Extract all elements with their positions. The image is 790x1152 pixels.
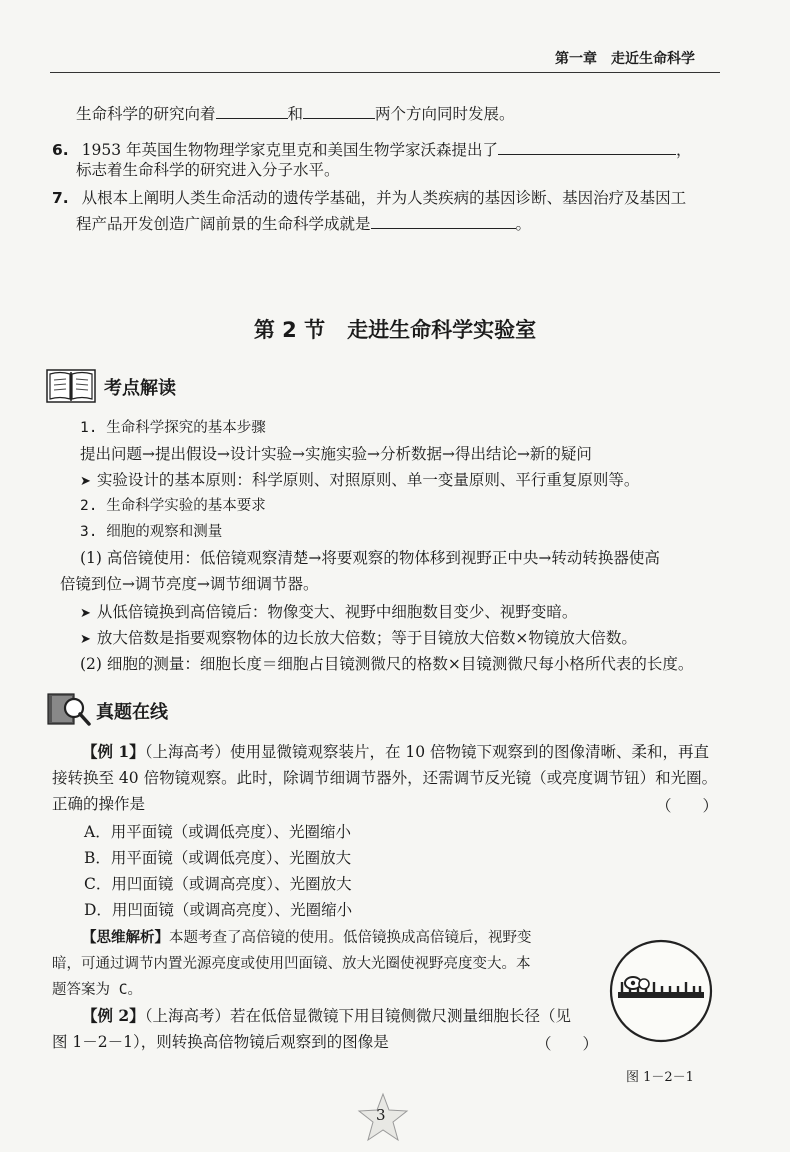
q7-line1 [52,188,686,208]
figure-caption: 图 1－2－1 [626,1070,694,1085]
example-1-text-1: （上海高考）使用显微镜观察装片，在 10 倍物镜下观察到的图像清晰、柔和，再直 [144,743,710,761]
q7-text-2: 程产品开发创造广阔前景的生命科学成就是 [76,215,371,233]
option-b: B．用平面镜（或调低亮度）、光圈放大 [84,849,352,867]
arrow-bullet-icon: ➤ [80,632,91,647]
option-c: C．用凹面镜（或调高亮度）、光圈放大 [84,875,352,893]
q6-text-1: 1953 年英国生物物理学家克里克和美国生物学家沃森提出了 [81,141,499,159]
example-2-label: 【例 2】 [82,1006,145,1025]
analysis-label: 【思维解析】 [82,930,169,946]
running-header: 第一章 走近生命科学 [555,51,695,67]
arrow-bullet-icon: ➤ [80,474,91,489]
kaodian-magnification-text: 放大倍数是指要观察物体的边长放大倍数；等于目镜放大倍数×物镜放大倍数。 [96,629,637,647]
q5-text: 生命科学的研究向着 [76,105,216,123]
section-number: 第 2 节 [253,318,326,342]
example-1-line3: 正确的操作是 [52,795,146,813]
open-book-icon [46,368,96,408]
kaodian-principles [80,470,639,492]
example-2-text-1: （上海高考）若在低倍显微镜下用目镜侧微尺测量细胞长径（见 [144,1007,571,1025]
header-rule [50,72,720,73]
example-1-line1 [82,742,709,762]
example-1-answer-paren: （ ） [656,797,719,815]
analysis-line1 [82,928,532,948]
kaodian-highpower-2: 倍镜到位→调节亮度→调节细调节器。 [60,575,319,593]
q5-blank-1 [216,102,288,119]
q7-line2 [76,212,531,234]
section-title-text: 走进生命科学实验室 [347,318,537,342]
analysis-text-1: 本题考查了高倍镜的使用。低倍镜换成高倍镜后，视野变 [169,930,532,946]
analysis-line3: 题答案为 C。 [52,982,142,998]
micrometer-figure [608,938,714,1048]
q6-line2: 标志着生命科学的研究进入分子水平。 [76,161,340,179]
q6-line1 [52,138,692,160]
q5-line [76,102,515,124]
section-title [0,314,790,344]
q6-blank [498,138,676,155]
q7-blank [371,212,516,229]
example-1-label: 【例 1】 [82,742,145,761]
q5-end: 两个方向同时发展。 [375,105,515,123]
q5-mid: 和 [287,105,304,123]
kaodian-point-1: 1. 生命科学探究的基本步骤 [80,420,266,436]
q7-number: 7. [52,189,69,207]
option-a: A．用平面镜（或调低亮度）、光圈缩小 [84,823,351,841]
page-number: 3 [376,1106,386,1124]
kaodian-lowtohigh [80,602,577,624]
kaodian-heading: 考点解读 [104,378,176,399]
example-2-answer-paren: （ ） [536,1035,599,1053]
example-2-line1 [82,1006,571,1026]
zhenti-heading: 真题在线 [96,702,168,723]
example-1-line2: 接转换至 40 倍物镜观察。此时，除调节细调节器外，还需调节反光镜（或亮度调节钮）和光圈。 [52,769,718,787]
option-d: D．用凹面镜（或调高亮度）、光圈缩小 [84,901,353,919]
q6-number: 6. [52,141,69,159]
kaodian-highpower-1: (1) 高倍镜使用：低倍镜观察清楚→将要观察的物体移到视野正中央→转动转换器使高 [80,549,660,567]
magnifier-book-icon [46,690,92,732]
arrow-bullet-icon: ➤ [80,606,91,621]
kaodian-point-3: 3. 细胞的观察和测量 [80,524,223,540]
kaodian-lowtohigh-text: 从低倍镜换到高倍镜后：物像变大、视野中细胞数目变少、视野变暗。 [96,603,578,621]
q7-period: 。 [515,215,532,233]
kaodian-measure: (2) 细胞的测量：细胞长度＝细胞占目镜测微尺的格数×目镜测微尺每小格所代表的长度。 [80,655,694,673]
kaodian-principles-text: 实验设计的基本原则：科学原则、对照原则、单一变量原则、平行重复原则等。 [96,471,640,489]
q7-text-1: 从根本上阐明人类生命活动的遗传学基础，并为人类疾病的基因诊断、基因治疗及基因工 [81,189,687,207]
q6-comma: ， [676,141,692,159]
example-2-line2: 图 1－2－1），则转换高倍物镜后观察到的图像是 [52,1033,389,1051]
analysis-line2: 暗，可通过调节内置光源亮度或使用凹面镜、放大光圈使视野亮度变大。本 [52,956,531,972]
q5-blank-2 [303,102,375,119]
kaodian-point-2: 2. 生命科学实验的基本要求 [80,498,266,514]
kaodian-steps: 提出问题→提出假设→设计实验→实施实验→分析数据→得出结论→新的疑问 [80,445,592,463]
kaodian-magnification [80,628,637,650]
